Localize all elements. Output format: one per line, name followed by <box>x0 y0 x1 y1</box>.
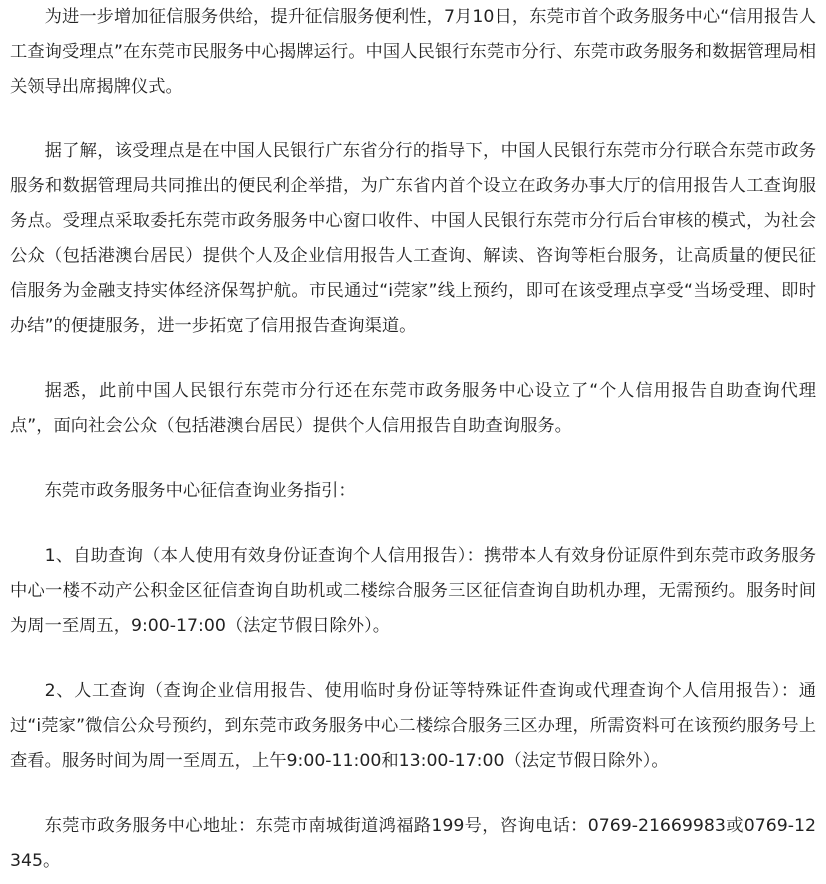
paragraph-manual-query: 2、人工查询（查询企业信用报告、使用临时身份证等特殊证件查询或代理查询个人信用报告）：通过“i莞家”微信公众号预约，到东莞市政务服务中心二楼综合服务三区办理，所需资料可在该预约服务号上查看。服务时间为周一至周五，上午9:00-11:00和13:00-17:00（法定节假日除外）。 <box>10 681 816 771</box>
paragraph-spacer <box>10 779 816 809</box>
paragraph-spacer <box>10 509 816 539</box>
paragraph-self-query: 1、自助查询（本人使用有效身份证查询个人信用报告）：携带本人有效身份证原件到东莞市政务服务中心一楼不动产公积金区征信查询自助机或二楼综合服务三区征信查询自助机办理，无需预约。服务时间为周一至周五，9:00-17:00（法定节假日除外）。 <box>10 546 816 636</box>
paragraph-intro: 为进一步增加征信服务供给，提升征信服务便利性，7月10日，东莞市首个政务服务中心“信用报告人工查询受理点”在东莞市民服务中心揭牌运行。中国人民银行东莞市分行、东莞市政务服务和数据管理局相关领导出席揭牌仪式。 <box>10 7 816 97</box>
paragraph-spacer <box>10 105 816 134</box>
paragraph-address: 东莞市政务服务中心地址：东莞市南城街道鸿福路199号，咨询电话：0769-21669983或0769-12345。 <box>10 816 816 871</box>
paragraph-guide-heading: 东莞市政务服务中心征信查询业务指引： <box>44 481 356 501</box>
article-body <box>10 0 816 879</box>
paragraph-details: 据了解，该受理点是在中国人民银行广东省分行的指导下，中国人民银行东莞市分行联合东莞市政务服务和数据管理局共同推出的便民利企举措，为广东省内首个设立在政务办事大厅的信用报告人工查询服务点。受理点采取委托东莞市政务服务中心窗口收件、中国人民银行东莞市分行后台审核的模式，为社会公众（包括港澳台居民）提供个人及企业信用报告人工查询、解读、咨询等柜台服务，让高质量的便民征信服务为金融支持实体经济保驾护航。市民通过“i莞家”线上预约，即可在该受理点享受“当场受理、即时办结”的便捷服务，进一步拓宽了信用报告查询渠道。 <box>10 141 816 336</box>
paragraph-spacer <box>10 344 816 374</box>
paragraph-spacer <box>10 644 816 674</box>
paragraph-spacer <box>10 444 816 474</box>
paragraph-self-service-point: 据悉，此前中国人民银行东莞市分行还在东莞市政务服务中心设立了“个人信用报告自助查询代理点”，面向社会公众（包括港澳台居民）提供个人信用报告自助查询服务。 <box>10 381 816 436</box>
